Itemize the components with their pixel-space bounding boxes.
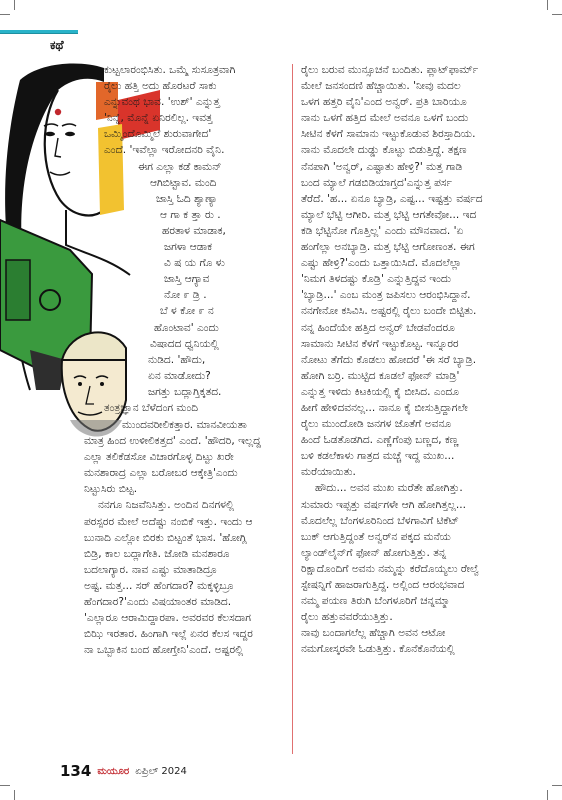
- paragraph-line: ರೈಲು ಹತ್ತಿ ಅದು ಹೊರಟರೆ ಸಾಕು: [104, 80, 217, 93]
- paragraph-line: ಮುಂದವರೀಲಿಕತ್ತಾರ. ಮಾನವೀಯತಾ: [122, 419, 247, 431]
- paragraph-line: ಬಿಝಿ ಇರತಾರ. ಹಿಂಗಾಗಿ ಇಲ್ಲೆ ಏನರ ಕೆಲಸ ಇದ್ದರ: [84, 628, 253, 641]
- paragraph-line: ಹಿಂದೆ ಓಡತೊಡಗಿದ. ಎಣ್ಣೆಗೆಂಪು ಬಣ್ಣದ, ಕಣ್ಣ: [301, 434, 459, 447]
- paragraph-line: ಜಾಸ್ತಿ ಆಗ್ಯಾವ: [164, 273, 210, 286]
- paragraph-line: ನನಗೇನೋ ಕಸಿವಿಸಿ. ಅಷ್ಟರಲ್ಲಿ ರೈಲು ಬಂದೇ ಬಿಟ್ಟಿತು.: [301, 305, 477, 318]
- crop-mark: [552, 785, 562, 786]
- paragraph-line: ಒಳಗ ಹತ್ತರಿ ವೈನಿ'ಎಂದ ಅನ್ವರ್. ಪ್ರತಿ ಬಾರಿಯೂ: [301, 96, 467, 109]
- paragraph-line: ನುಡಿದ. 'ಹೌದು,: [148, 353, 206, 366]
- paragraph-line: ಸಾಮಾನು ಸೀಟಿನ ಕೆಳಗೆ ಇಟ್ಟುಕೊಟ್ಟ. ಇನ್ನೂರರ: [301, 337, 459, 350]
- paragraph-line: ನಾವು ಬಂದಾಗಲೆಲ್ಲ ಹೆಚ್ಚಾಗಿ ಅವನ ಆಟೋ: [301, 627, 446, 640]
- paragraph-line: ಎಷ್ಟು ಹೇಳ್ರಿ?'ಎಂದು ಒತ್ತಾಯಿಸಿದೆ. ಮೊದಲೆಲ್ಲಾ: [301, 257, 462, 270]
- paragraph-line: ರೈಲು ಹತ್ತುವವರೆಯುತ್ತಿತ್ತು.: [301, 611, 393, 624]
- paragraph-line: ಬಿಡ್ರಿ, ಕಾಲ ಬದ್ಲಾಗೇತಿ. ಜೋಡಿ ಮನಶಾರೂ: [84, 547, 230, 560]
- paragraph-line: ತಂತ್ರಜ್ಞಾನ ಬೆಳೆದಂಗ ಮಂದಿ: [104, 401, 199, 414]
- paragraph-line: ಮನಶಾರಾದ್ರ ಎಲ್ಲಾ ಬರೋಬರ ಆಕ್ಕೇತ್ರಿ'ಎಂದು: [84, 467, 238, 480]
- paragraph-line: ಏನ ಮಾಡೋದು?: [148, 369, 211, 382]
- paragraph-line: ಎನ್ನುತ್ತ ಇಳಿದು ಕಿಟಕಿಯಲ್ಲಿ ಕೈ ಬೀಸಿದ. ಎಂದೂ: [301, 385, 459, 398]
- paragraph-line: ನನ್ನ ಹಿಂದೆಯೇ ಹತ್ತಿದ ಅನ್ವರ್ ಬೇಡವೆಂದರೂ: [301, 321, 455, 334]
- article-column-2: [301, 62, 551, 657]
- paragraph-line: ಬಳಿ ಕಡಲೆಕಾಳು ಗಾತ್ರದ ಮಚ್ಚೆ ಇದ್ದ ಮುಖ...: [301, 450, 455, 463]
- article-column-1: [104, 62, 284, 416]
- paragraph-line: ಕಡಿ ಭೆಟ್ಟಿನೋ ಗೊತ್ತಿಲ್ಲ' ಎಂದು ಮೌನವಾದ. 'ಏ: [301, 224, 464, 237]
- paragraph-line: ನೆನಪಾಗಿ 'ಅನ್ವರ್, ಎಷ್ಟಾತು ಹೇಳ್ರಿ?' ಮತ್ತ ಗಾಡಿ: [301, 160, 463, 173]
- paragraph-line: ಹೀಗೆ ಹೇಳಿದವನಲ್ಲ... ನಾನೂ ಕೈ ಬೀಸುತ್ತಿದ್ದಾಗಲೇ: [301, 401, 468, 414]
- woman-hair: [5, 64, 104, 250]
- paragraph-line: ಸೀಟಿನ ಕೆಳಗೆ ಸಾಮಾನು ಇಟ್ಟುಕೊಡುವ ಶಿರಸ್ತಾದಿಯ.: [301, 128, 476, 141]
- paragraph-line: ಜಗತ್ತು ಬದ್ಲಾಗ್ತಿಕ್ಕತದ.: [148, 385, 222, 398]
- paragraph-line: ಮೇಲೆ ಜನಸಂದಣಿ ಹೆಚ್ಚಾಯಿತು. 'ನೀವು ಮದಲ: [301, 80, 461, 93]
- paragraph-line: ತೆರೆದೆ. 'ಹ... ಏನೂ ಬ್ಯಾಡ್ರಿ, ಎಷ್ಟ... ಇಷ್ಟತ್ತು ವರ್ಷದ: [301, 192, 483, 205]
- magazine-logo: ಮಯೂರ: [97, 765, 130, 777]
- paragraph-line: ರಿಕ್ಷಾದೊಂದಿಗೆ ಅವನು ನಮ್ಮನ್ನು ಕರೆದೊಯ್ಯಲು ರೇಲ್ವೆ: [301, 562, 480, 575]
- paragraph-line: ಆಗಿಬಿಟ್ಟಾವ. ಮಂದಿ: [150, 176, 217, 189]
- paragraph-line: ಸುಮಾರು ಇಪ್ಪತ್ತು ವರ್ಷಗಳೇ ಆಗಿ ಹೋಗಿತ್ತಲ್ಲ...: [301, 498, 466, 511]
- crop-mark: [0, 14, 10, 15]
- paragraph-line: ಎಂದೆ. 'ಇವೆಲ್ಲಾ ಇರೋದನರಿ ವೈನಿ.: [104, 144, 225, 157]
- paragraph-line: ಬಂದ ಮ್ಯಾಲೆ ಗಡಬಿಡಿಯಾಗ್ತದ'ಎನ್ನುತ್ತ ಪರ್ಸ: [301, 176, 453, 189]
- woman-face: [45, 90, 104, 215]
- paragraph-line: ವಿಷಾದದ ಧ್ವನಿಯಲ್ಲಿ: [150, 337, 219, 350]
- paragraph-line: ಲ್ಯಾಂಡ್‌ಲೈನ್‌ಗೆ ಫೋನ್ ಹೋಗುತ್ತಿತ್ತು. ತನ್ನ: [301, 546, 447, 559]
- crop-mark: [547, 0, 548, 10]
- paragraph-line: ನಮ್ಮ ಪಯಣ ತಿರುಗಿ ಬೆಂಗಳೂರಿಗೆ ಚನ್ನಮ್ಮಾ: [301, 595, 451, 608]
- article-column-1-lower: [84, 417, 284, 658]
- paragraph-line: ಹಂಗೆಲ್ಲಾ ಅನಬ್ಯಾಡ್ರಿ. ಮತ್ತ ಭೆಟ್ಟಿ ಆಗೋಣಂತ. ಈಗ: [301, 241, 475, 254]
- page-footer: [60, 761, 187, 781]
- paragraph-line: ನಾ ಒಬ್ಬಾಕಿನ ಬಂದ ಹೋಗ್ತೇನಿ'ಎಂದೆ. ಅಷ್ಟರಲ್ಲಿ: [84, 644, 244, 657]
- crop-mark: [547, 790, 548, 800]
- paragraph-line: ನಿಟ್ಟುಸಿರು ಬಿಟ್ಟ.: [84, 483, 138, 496]
- paragraph-line: ಆ ಗಾ ಕ ತ್ತಾ ರು .: [160, 208, 221, 221]
- paragraph-line: ನಾನು ಮೊದಲೇ ದುಡ್ಡು ಕೊಟ್ಟು ಬಿಡುತ್ತಿದ್ದೆ. ತಕ್ಷಣ: [301, 144, 467, 157]
- paragraph-line: ರೈಲು ಮುಂದೋಡಿ ಜನಗಳ ಜೊತೆಗೆ ಅವನೂ: [301, 418, 452, 431]
- paragraph-line: ಕುಟ್ಟಲಾರಂಭಿಸಿತು. ಒಮ್ಮೆ ಸುಸೂತ್ರವಾಗಿ: [104, 64, 236, 76]
- paragraph-line: ಮ್ಯಾಲೆ ಭೆಟ್ಟಿ ಆಗೀರಿ. ಮತ್ತ ಭೆಟ್ಟಿ ಆಗತೇವೋ... ಇದ: [301, 208, 477, 221]
- issue-date: ಏಪ್ರಿಲ್ 2024: [135, 765, 187, 777]
- paragraph-line: ಹೆಂಗದಾರ?'ಎಂದು ವಿಷಯಾಂತರ ಮಾಡಿದ.: [84, 596, 232, 609]
- paragraph-line: ಮಾತ್ರ ಹಿಂದ ಉಳೀಲಿಕತ್ತದ' ಎಂದೆ. 'ಹೌದರಿ, ಇಲ್ಲದ್ದ: [84, 435, 261, 448]
- crop-mark: [14, 0, 15, 10]
- paragraph-line: ನಮಗೋಸ್ಕರವೇ ಓಡುತ್ತಿತ್ತು. ಕೊನೆಕೊನೆಯಲ್ಲಿ: [301, 643, 455, 656]
- paragraph-line: ಸ್ಟೇಷನ್ನಿಗೆ ಹಾಜರಾಗುತ್ತಿದ್ದ. ಅಲ್ಲಿಂದ ಆರಂಭವಾದ: [301, 579, 465, 591]
- column-divider: [292, 64, 293, 754]
- paragraph-line: ಎಲ್ಲಾ ತಲಿಕೆಡಸೋ ವಿಚಾರಗೊಳ್ಳ ದಿಟ್ಟು ಖರೇ: [84, 451, 234, 464]
- bindi: [55, 109, 61, 115]
- page-number: 134: [60, 762, 92, 780]
- paragraph-line: ನೋ ೯ ಡ್ರಿ .: [164, 289, 207, 302]
- paragraph-line: ವಿ ಷ ಯ ಗೊ ಳು: [164, 257, 225, 270]
- paragraph-line: ಈಗ ಎಲ್ಲಾ ಕಡೆ ಕಾಮನ್: [138, 160, 222, 173]
- paragraph-line: ಬುನಾದಿ ಎಲ್ಲೋ ಬಿರಕು ಬಿಟ್ಟಂತೆ ಭಾಸ. 'ಹೋಗ್ಲಿ: [84, 531, 247, 544]
- crop-mark: [0, 785, 10, 786]
- paragraph-line: ಬುಕ್ ಆಗುತ್ತಿದ್ದಂತೆ ಅನ್ವರ್‌ನ ಪಕ್ಕದ ಮನೆಯ: [301, 530, 451, 543]
- paragraph-line: ಹರತಾಳ ಮಾಡಾಕ,: [162, 224, 226, 237]
- paragraph-line: ನಾನು ಒಳಗೆ ಹತ್ತಿದ ಮೇಲೆ ಅವನೂ ಒಳಗೆ ಬಂದು: [301, 112, 469, 125]
- paragraph-line: ಒಮ್ಮಿಂದೊಮ್ಮಿಲೆ ಶುರುವಾಗೇದ': [104, 128, 212, 141]
- crop-mark: [552, 14, 562, 15]
- paragraph-line: 'ನಿಮಗ ತಿಳದಷ್ಟು ಕೊಡ್ರಿ' ಎನ್ನುತ್ತಿದ್ದವ ಇಂದು: [301, 273, 452, 286]
- paragraph-line: ಬದಲಾಗ್ಯಾರ. ನಾವ ಎಷ್ಟು ಮಾತಾಡಿದ್ರೂ: [84, 563, 218, 576]
- paragraph-line: ಮೊದಲೆಲ್ಲ ಬೆಂಗಳೂರಿನಿಂದ ಬೆಳಗಾವಿಗೆ ಟಿಕೆಟ್: [301, 514, 459, 527]
- paragraph-line: ಬೆ ಳ ಕೋ ೯ ನ: [160, 305, 214, 318]
- paragraph-line: ರೈಲು ಬರುವ ಮುನ್ಸೂಚನೆ ಬಂದಿತು. ಪ್ಲಾಟ್‌ಫಾರ್ಮ್: [301, 64, 479, 76]
- paragraph-line: 'ಎಲ್ಲಾರೂ ಆರಾಮಿದ್ದಾರಪಾ. ಅವರವರ ಕೆಲಸದಾಗ: [84, 612, 252, 625]
- paragraph-line: ಮರೆಯಾಯಿತು.: [301, 466, 356, 479]
- paragraph-line: ನೋಟು ತೆಗೆದು ಕೊಡಲು ಹೋದರೆ 'ಈ ಸರೆ ಬ್ಯಾಡ್ರಿ.: [301, 353, 477, 366]
- paragraph-line: ಜಾಸ್ತಿ ಓದಿ ಶ್ಯಾಣ್ಯಾ: [156, 192, 218, 205]
- paragraph-line: ನನಗೂ ನಿಜವೆನಿಸಿತ್ತು. ಅಂದಿನ ದಿನಗಳಲ್ಲಿ: [98, 499, 235, 512]
- paragraph-line: ಜಗಳಾ ಆಡಾಕ: [164, 241, 212, 254]
- paragraph-line: ಎನ್ನುವಂಥ ಭಾವ. 'ಉಶ್' ಎನ್ನುತ್ತ: [104, 96, 220, 109]
- paragraph-line: 'ನಿನ್ನೆ, ಮೊನ್ನೆ ಏನಿರಲಿಲ್ಲ. ಇವತ್ತ: [104, 112, 213, 125]
- paragraph-line: ಹೊಂಟಾವ' ಎಂದು: [154, 321, 219, 334]
- paragraph-line: ಹೌದು... ಅವನ ಮುಖ ಮರೆತೇ ಹೋಗಿತ್ತು.: [315, 482, 463, 495]
- paragraph-line: ಪರಸ್ಪರರ ಮೇಲೆ ಅದೆಷ್ಟು ನಂಬಿಕೆ ಇತ್ತು. ಇಂದು ಆ: [84, 515, 253, 528]
- paragraph-line: ಹೋಗಿ ಬರ್ರಿ. ಮುಟ್ಟಿದ ಕೂಡಲೆ ಫೋನ್ ಮಾಡ್ರಿ': [301, 369, 460, 382]
- section-label: ಕಥೆ: [50, 38, 64, 52]
- section-accent-line: [0, 33, 78, 34]
- crop-mark: [14, 790, 15, 800]
- paragraph-line: 'ಬ್ಯಾಡ್ರಿ...' ಎಂಬ ಮಂತ್ರ ಜಪಿಸಲು ಆರಂಭಿಸಿದ್ದಾನೆ.: [301, 289, 471, 302]
- paragraph-line: ಅಷ್ಟ. ಮತ್ತ... ಸರ್ ಹೆಂಗದಾರ? ಮಕ್ಕಳ್ಳಿಬ್ರೂ: [84, 579, 234, 592]
